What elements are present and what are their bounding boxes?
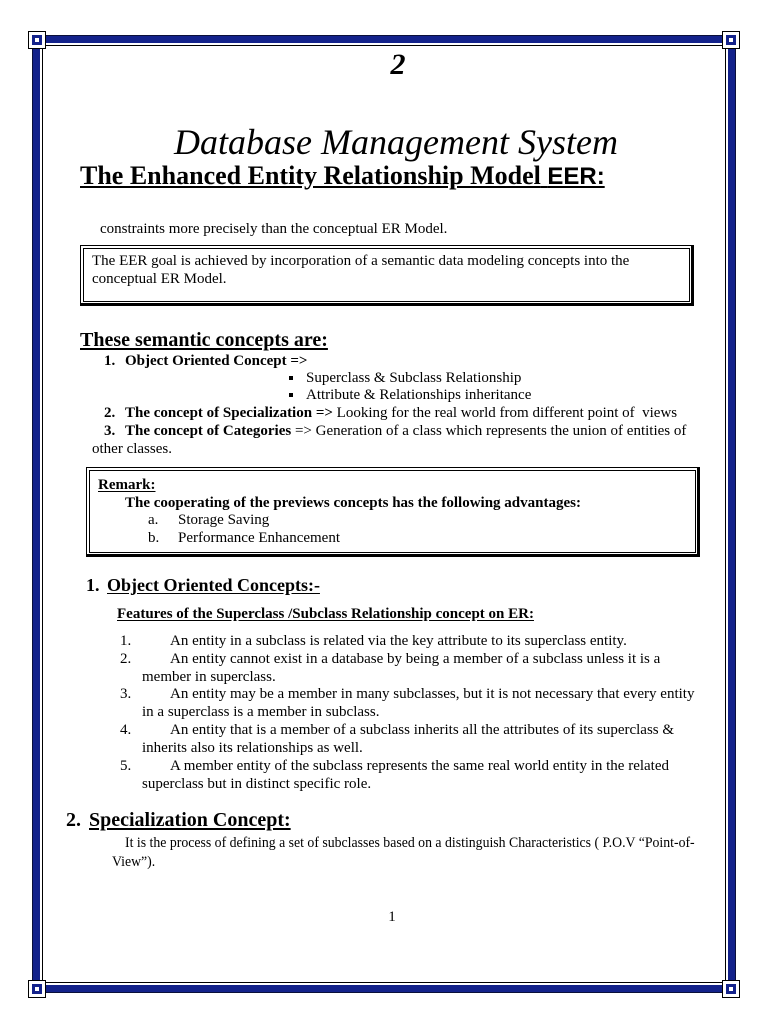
- concept-title: The concept of Categories: [125, 423, 292, 439]
- concept-line: [125, 404, 677, 422]
- concept-number: 1.: [104, 353, 116, 369]
- concept-description: Looking for the real world from different point of views: [332, 405, 678, 421]
- remark-item-marker: a.: [148, 512, 159, 528]
- section1-title: Object Oriented Concepts:-: [107, 575, 320, 595]
- remark-item-text: Performance Enhancement: [178, 530, 341, 546]
- section-heading: [80, 161, 605, 192]
- feature-text-continuation: in a superclass is a member in subclass.: [142, 704, 380, 720]
- intro-text: constraints more precisely than the conceptual ER Model.: [100, 221, 448, 237]
- concept-number: 3.: [104, 423, 116, 439]
- concept-description: => Generation of a class which represents the union of entities of: [291, 423, 687, 439]
- corner-ornament-icon: [722, 980, 740, 998]
- remark-item-text: Storage Saving: [178, 512, 270, 528]
- section2-number: 2.: [66, 809, 81, 831]
- section-heading-suffix: EER:: [547, 163, 605, 190]
- section2-title: Specialization Concept:: [89, 809, 291, 831]
- feature-number: 1.: [120, 633, 132, 649]
- concept-bullet-text: Attribute & Relationships inheritance: [306, 387, 532, 403]
- feature-text: An entity that is a member of a subclass inherits all the attributes of its superclass &: [170, 722, 675, 738]
- feature-text: An entity cannot exist in a database by being a member of a subclass unless it is a: [170, 651, 661, 667]
- page-title: Database Management System: [174, 122, 618, 162]
- remark-intro: The cooperating of the previews concepts has the following advantages:: [125, 495, 581, 511]
- corner-ornament-icon: [28, 31, 46, 49]
- goal-box-line: conceptual ER Model.: [92, 271, 227, 287]
- feature-text: A member entity of the subclass represents the same real world entity in the related: [170, 758, 670, 774]
- section2-paragraph-line: It is the process of defining a set of subclasses based on a distinguish Characteristics ( P.O.V “Point-of-: [125, 835, 695, 851]
- bullet-square-icon: [289, 376, 293, 380]
- feature-item: [0, 757, 768, 793]
- goal-box-line: The EER goal is achieved by incorporation of a semantic data modeling concepts into the: [92, 253, 630, 269]
- feature-text: An entity in a subclass is related via the key attribute to its superclass entity.: [170, 633, 627, 649]
- concept-bullet-text: Superclass & Subclass Relationship: [306, 370, 522, 386]
- remark-label: Remark:: [98, 477, 156, 493]
- feature-text-continuation: inherits also its relationships as well.: [142, 740, 363, 756]
- feature-number: 5.: [120, 758, 132, 774]
- remark-item-marker: b.: [148, 530, 160, 546]
- corner-ornament-icon: [722, 31, 740, 49]
- concept-title: Object Oriented Concept =>: [125, 353, 308, 369]
- concept-title: The concept of Specialization =>: [125, 405, 333, 421]
- feature-item: [0, 685, 768, 721]
- corner-ornament-icon: [28, 980, 46, 998]
- feature-item: [0, 650, 768, 686]
- feature-number: 3.: [120, 686, 132, 702]
- concept-number: 2.: [104, 405, 116, 421]
- concept-description-continuation: other classes.: [92, 441, 172, 457]
- feature-text-continuation: superclass but in distinct specific role.: [142, 776, 372, 792]
- concept-line: [125, 422, 686, 440]
- section-heading-text: The Enhanced Entity Relationship Model: [80, 161, 541, 190]
- page-number: 1: [388, 909, 396, 925]
- feature-number: 2.: [120, 651, 132, 667]
- features-heading: Features of the Superclass /Subclass Relationship concept on ER:: [117, 606, 534, 622]
- feature-text: An entity may be a member in many subclasses, but it is not necessary that every entity: [170, 686, 695, 702]
- feature-number: 4.: [120, 722, 132, 738]
- chapter-number: 2: [390, 48, 406, 81]
- section1-number: 1.: [86, 575, 100, 595]
- bullet-square-icon: [289, 393, 293, 397]
- feature-text-continuation: member in superclass.: [142, 669, 276, 685]
- concepts-heading: These semantic concepts are:: [80, 329, 328, 351]
- feature-item: [0, 721, 768, 757]
- section2-paragraph-line: View”).: [112, 854, 156, 870]
